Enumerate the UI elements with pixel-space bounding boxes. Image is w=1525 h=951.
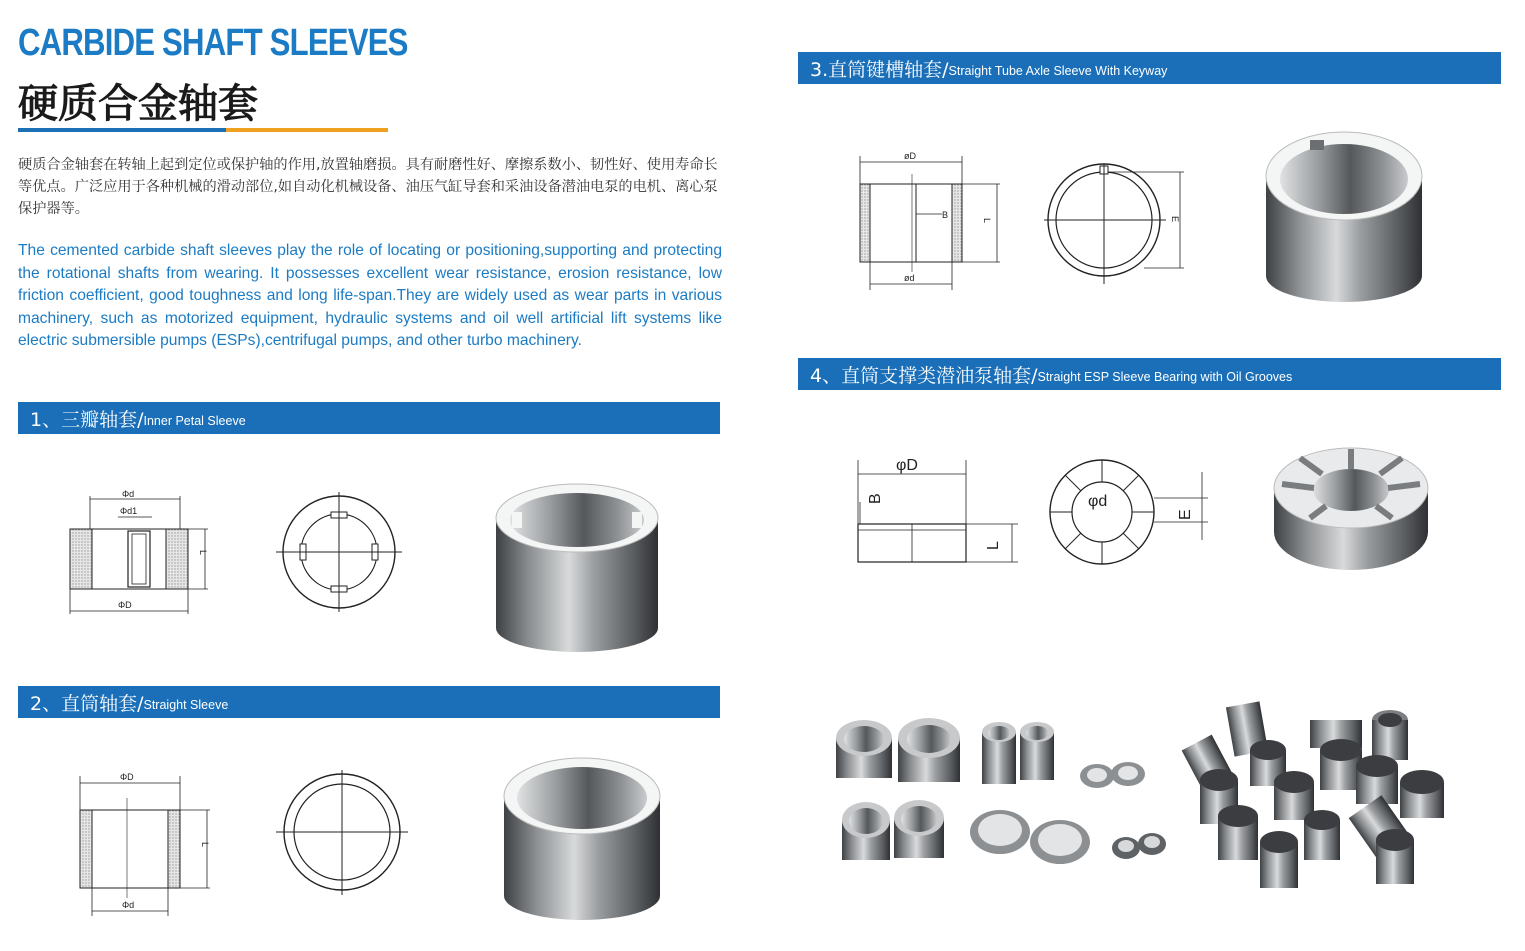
product-photo-collection	[830, 690, 1450, 895]
section-4-product-render	[1270, 444, 1432, 574]
section-1-section-drawing	[60, 484, 220, 619]
dim-label-d: Φd	[122, 489, 135, 499]
dim-label-d: Φd	[122, 900, 135, 910]
section-4-heading-cn: 4、直筒支撑类潜油泵轴套/	[810, 364, 1038, 387]
dim-label-E: E	[1170, 216, 1180, 223]
dim-label-E: E	[1177, 509, 1194, 520]
section-3-section-drawing	[852, 148, 1012, 298]
section-4-heading-en: Straight ESP Sleeve Bearing with Oil Grooves	[1037, 369, 1293, 384]
section-3-end-view	[1044, 164, 1194, 284]
dim-label-d: φd	[1088, 493, 1108, 510]
dim-label-L: L	[200, 842, 210, 848]
dim-label-B: B	[867, 493, 884, 504]
section-4-section-drawing	[852, 452, 1022, 567]
section-4-end-view	[1048, 460, 1218, 570]
section-3-header	[798, 52, 1501, 84]
section-1-end-view	[272, 492, 407, 612]
title-underline-orange	[226, 128, 388, 132]
dim-label-d1: Φd1	[120, 506, 138, 516]
dim-label-L: L	[198, 550, 208, 556]
dim-label-D: øD	[904, 151, 916, 161]
sleeve-group-2	[970, 722, 1166, 864]
section-4-header	[798, 358, 1501, 390]
dim-label-D: ΦD	[118, 600, 132, 610]
intro-text-cn: 硬质合金轴套在转轴上起到定位或保护轴的作用,放置轴磨损。具有耐磨性好、摩擦系数小、韧性好、使用寿命长等优点。广泛应用于各种机械的滑动部位,如自动化机械设备、油压气缸导套和采油设备潜油电泵的电机、离心泵保护器等。	[18, 157, 718, 217]
section-2-end-view	[272, 770, 412, 900]
dim-label-B: B	[942, 210, 949, 220]
dim-label-L: L	[982, 218, 992, 224]
intro-text-en: The cemented carbide shaft sleeves play the role of locating or positioning,supporting and protecting the rotational shafts from wearing. It possesses excellent wear resistance, erosion resistance, low friction coefficient, good toughness and long life-span.They are widely used as wear parts in various machinery, such as motorized equipment, hydraulic systems and oil well artificial lift systems like electric submersible pumps (ESPs),centrifugal pumps, and other turbo machinery.	[18, 242, 722, 350]
section-2-header	[18, 686, 720, 718]
section-1-product-render	[490, 478, 665, 653]
section-1-heading-cn: 1、三瓣轴套/	[30, 408, 144, 431]
section-3-heading-cn: 3.直筒键槽轴套/	[810, 58, 949, 81]
sleeve-group-3	[1182, 701, 1444, 888]
section-2-heading-cn: 2、直筒轴套/	[30, 692, 144, 715]
dim-label-d: ød	[904, 273, 915, 283]
sleeve-group-1	[836, 718, 960, 860]
dim-label-D: ΦD	[120, 772, 134, 782]
section-2-heading-en: Straight Sleeve	[143, 697, 229, 712]
section-3-product-render	[1258, 122, 1430, 304]
page-title-en: CARBIDE SHAFT SLEEVES	[18, 22, 408, 64]
section-3-heading-en: Straight Tube Axle Sleeve With Keyway	[948, 63, 1168, 78]
dim-label-D: φD	[896, 457, 918, 474]
section-1-heading-en: Inner Petal Sleeve	[143, 413, 246, 428]
section-2-product-render	[500, 752, 665, 927]
dim-label-L: L	[985, 541, 1002, 550]
section-1-header	[18, 402, 720, 434]
page-title-cn: 硬质合金轴套	[18, 81, 258, 127]
section-2-section-drawing	[70, 768, 220, 918]
title-underline-blue	[18, 128, 226, 132]
